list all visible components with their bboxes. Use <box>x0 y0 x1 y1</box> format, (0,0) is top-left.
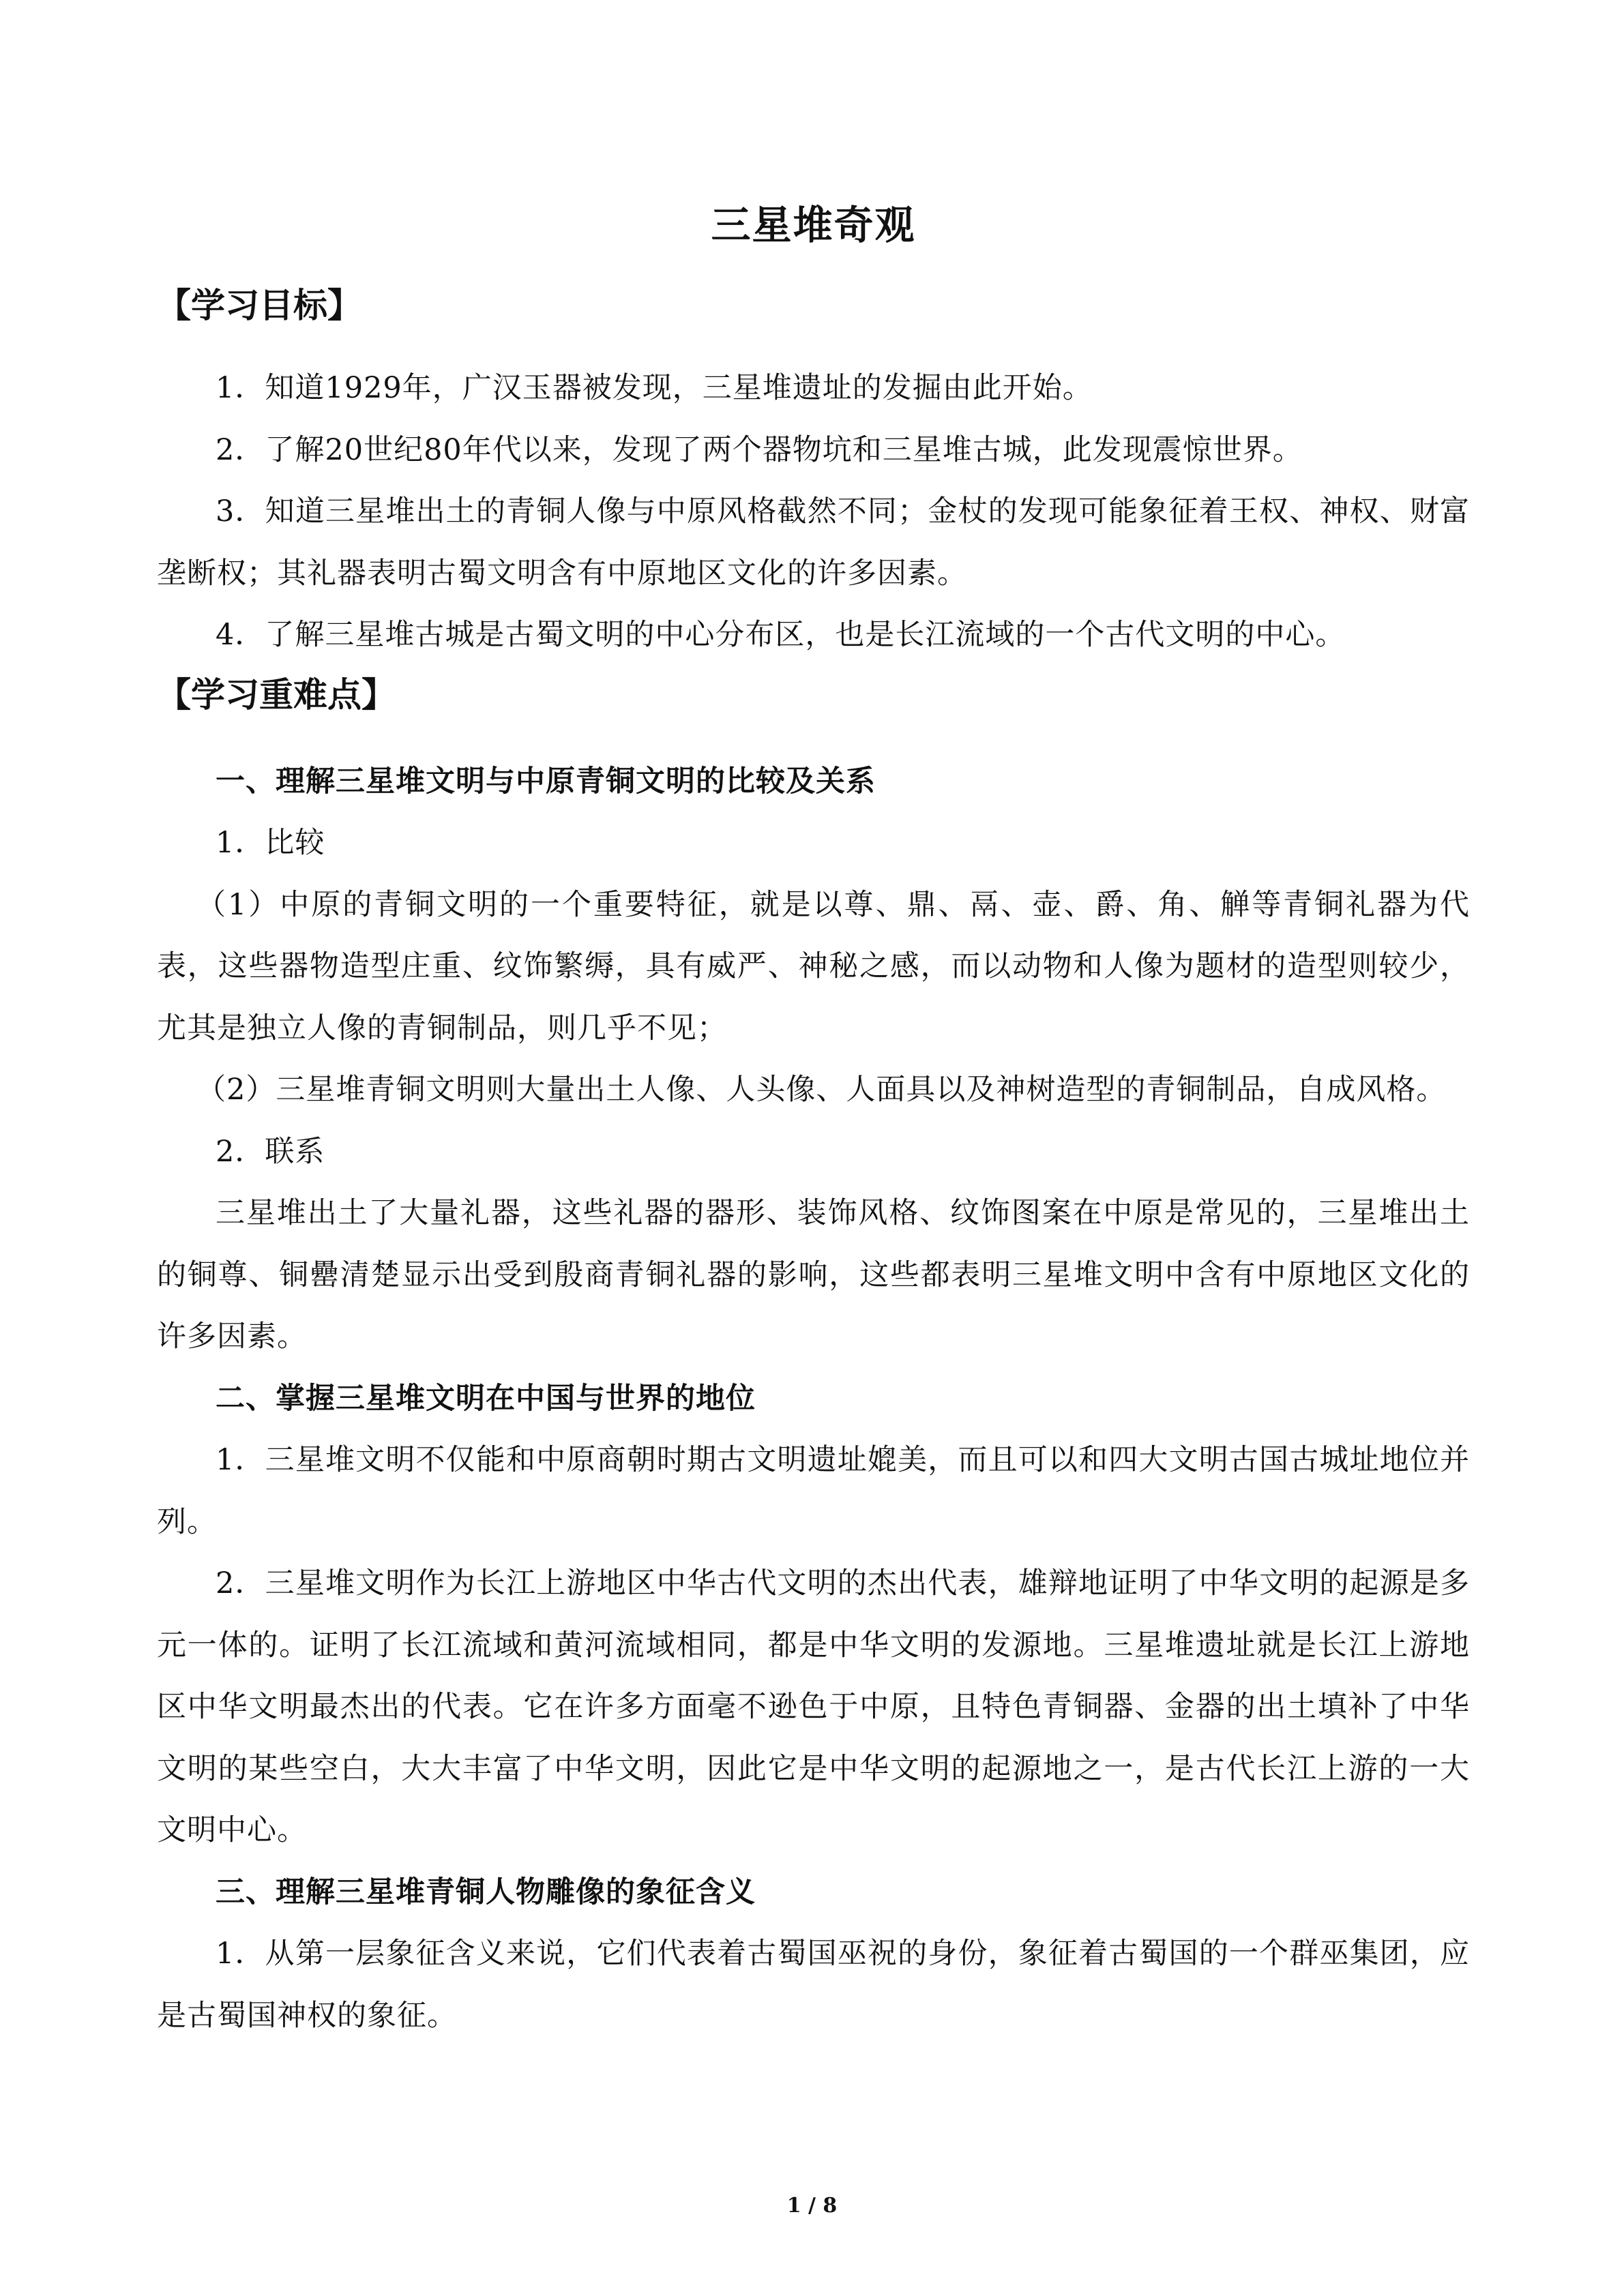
part1-compare-label: 1．比较 <box>216 826 325 860</box>
part3-item-1: 1．从第一层象征含义来说，它们代表着古蜀国巫祝的身份，象征着古蜀国的一个群巫集团，应是古蜀国神权的象征。 <box>157 1937 1470 2033</box>
goals-heading: 【学习目标】 <box>157 286 361 325</box>
part1-heading: 一、理解三星堆文明与中原青铜文明的比较及关系 <box>216 764 876 799</box>
key-points-heading: 【学习重难点】 <box>157 674 396 715</box>
goal-item-3: 3．知道三星堆出土的青铜人像与中原风格截然不同；金杖的发现可能象征着王权、神权、财富垄断权；其礼器表明古蜀文明含有中原地区文化的许多因素。 <box>157 494 1470 591</box>
part1-compare-1: （1）中原的青铜文明的一个重要特征，就是以尊、鼎、鬲、壶、爵、角、觯等青铜礼器为代表，这些器物造型庄重、纹饰繁缛，具有威严、神秘之感，而以动物和人像为题材的造型则较少，尤其是独立人像的青铜制品，则几乎不见； <box>157 887 1470 1045</box>
document-body <box>157 198 1470 2046</box>
page-number: 1 / 8 <box>786 2194 838 2218</box>
goal-item-1: 1．知道1929年，广汉玉器被发现，三星堆遗址的发掘由此开始。 <box>216 371 1093 405</box>
part2-item-2: 2．三星堆文明作为长江上游地区中华古代文明的杰出代表，雄辩地证明了中华文明的起源是多元一体的。证明了长江流域和黄河流域相同，都是中华文明的发源地。三星堆遗址就是长江上游地区中华文明最杰出的代表。它在许多方面毫不逊色于中原，且特色青铜器、金器的出土填补了中华文明的某些空白，大大丰富了中华文明，因此它是中华文明的起源地之一，是古代长江上游的一大文明中心。 <box>157 1566 1470 1847</box>
part1-link-label: 2．联系 <box>216 1134 325 1169</box>
part2-heading: 二、掌握三星堆文明在中国与世界的地位 <box>216 1381 756 1416</box>
part3-heading: 三、理解三星堆青铜人物雕像的象征含义 <box>216 1875 756 1909</box>
part1-link-text: 三星堆出土了大量礼器，这些礼器的器形、装饰风格、纹饰图案在中原是常见的，三星堆出土的铜尊、铜罍清楚显示出受到殷商青铜礼器的影响，这些都表明三星堆文明中含有中原地区文化的许多因素。 <box>157 1196 1470 1354</box>
document-title: 三星堆奇观 <box>711 202 916 248</box>
goal-item-2: 2．了解20世纪80年代以来，发现了两个器物坑和三星堆古城，此发现震惊世界。 <box>216 432 1303 467</box>
part1-compare-2: （2）三星堆青铜文明则大量出土人像、人头像、人面具以及神树造型的青铜制品，自成风格。 <box>196 1073 1447 1107</box>
goal-item-4: 4．了解三星堆古城是古蜀文明的中心分布区，也是长江流域的一个古代文明的中心。 <box>216 618 1346 652</box>
part2-item-1: 1．三星堆文明不仅能和中原商朝时期古文明遗址媲美，而且可以和四大文明古国古城址地位并列。 <box>157 1443 1470 1539</box>
